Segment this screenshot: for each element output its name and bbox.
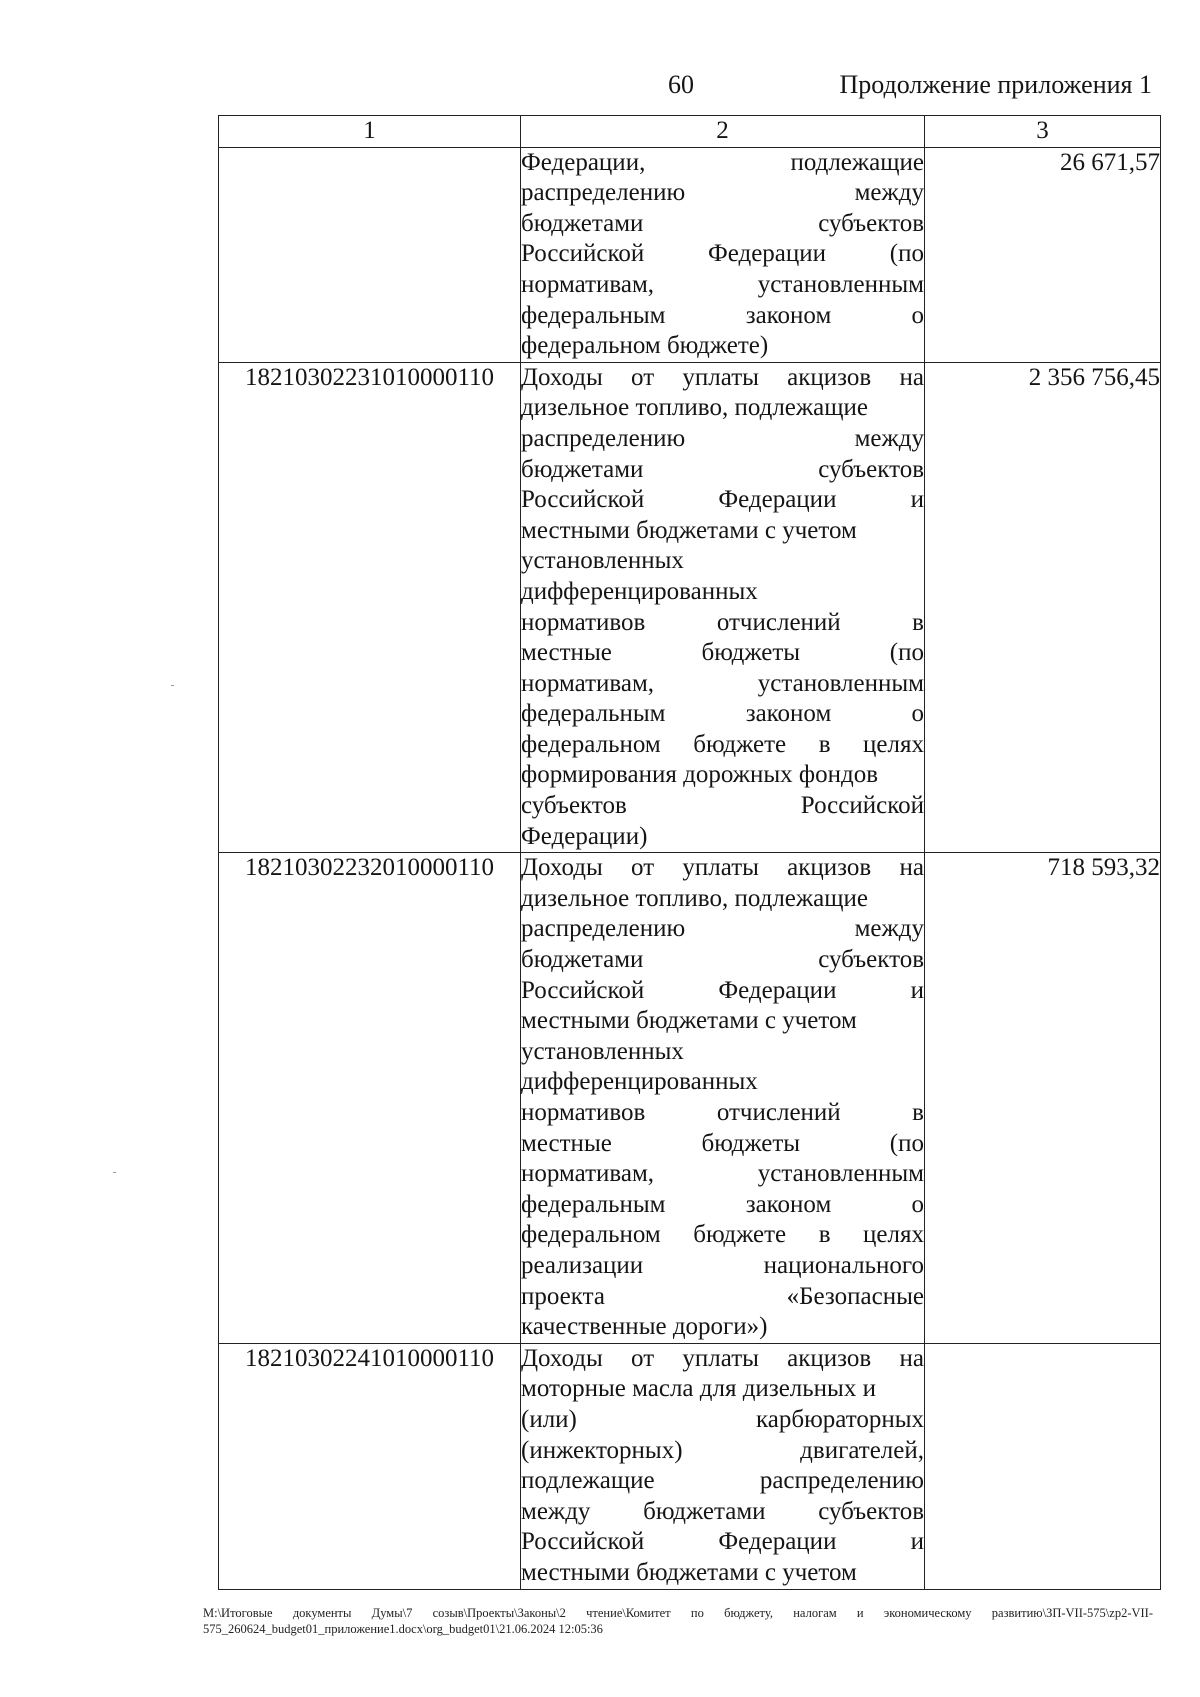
- description-word: нормативов: [521, 608, 646, 636]
- description-word: о: [911, 1190, 924, 1218]
- description-line: [521, 914, 924, 945]
- description-line: [521, 884, 924, 915]
- description-word: нормативам,: [521, 669, 655, 697]
- row-code-cell: 18210302232010000110: [219, 853, 521, 1344]
- description-word: местные: [521, 639, 612, 667]
- description-line: [521, 1466, 924, 1497]
- description-line: [521, 1251, 924, 1282]
- description-line: [521, 730, 924, 761]
- description-word: формирования дорожных фондов: [521, 761, 878, 789]
- description-word: акцизов: [787, 854, 872, 882]
- description-word: Федерации: [718, 976, 837, 1004]
- description-line: [521, 976, 924, 1007]
- description-word: установленных: [521, 1037, 684, 1065]
- description-line: [521, 1282, 924, 1313]
- description-word: и: [910, 1528, 924, 1556]
- description-word: акцизов: [787, 1344, 872, 1372]
- column-header-description: 2: [521, 116, 925, 148]
- row-amount-cell: 26 671,57: [925, 147, 1161, 362]
- description-word: о: [911, 301, 924, 329]
- description-word: Российской: [521, 976, 645, 1004]
- column-header-code: 1: [219, 116, 521, 148]
- description-word: бюджете: [693, 730, 787, 758]
- description-line: [521, 424, 924, 455]
- description-word: Российской: [800, 792, 924, 820]
- description-line: [521, 1067, 924, 1098]
- description-word: о: [911, 700, 924, 728]
- description-line: [521, 239, 924, 270]
- description-word: (по: [889, 1129, 924, 1157]
- description-line: [521, 1436, 924, 1467]
- description-word: между: [854, 915, 924, 943]
- description-word: Российской: [521, 1528, 645, 1556]
- description-word: двигателей,: [800, 1436, 924, 1464]
- description-line: [521, 853, 924, 884]
- row-amount-cell: 2 356 756,45: [925, 362, 1161, 853]
- description-word: в: [912, 1099, 924, 1126]
- description-line: [521, 638, 924, 669]
- description-word: отчислений: [716, 1099, 841, 1126]
- row-code-cell: 18210302231010000110: [219, 362, 521, 853]
- description-word: и: [910, 486, 924, 514]
- description-word: федеральным: [521, 301, 666, 329]
- row-description-cell: [521, 853, 925, 1344]
- description-word: акцизов: [787, 363, 872, 391]
- description-line: [521, 331, 924, 362]
- description-word: (по: [889, 240, 924, 268]
- description-line: [521, 822, 924, 853]
- description-line: [521, 455, 924, 486]
- description-word: установленных: [521, 547, 684, 575]
- description-word: Российской: [521, 486, 645, 514]
- row-description-cell: [521, 362, 925, 853]
- description-line: [521, 1220, 924, 1251]
- description-line: [521, 1098, 924, 1129]
- budget-income-table: [218, 115, 1161, 1590]
- description-word: субъектов: [818, 1497, 924, 1525]
- description-word: уплаты: [682, 1344, 759, 1372]
- description-word: бюджеты: [701, 1129, 801, 1157]
- description-line: [521, 363, 924, 394]
- description-word: дизельное топливо, подлежащие: [521, 394, 868, 422]
- description-word: на: [899, 854, 924, 882]
- description-word: между: [854, 424, 924, 452]
- description-line: [521, 485, 924, 516]
- description-word: Доходы: [521, 1344, 603, 1372]
- description-word: уплаты: [682, 854, 759, 882]
- description-word: бюджетами: [643, 1497, 766, 1525]
- description-line: [521, 760, 924, 791]
- description-word: законом: [745, 700, 832, 728]
- description-line: [521, 1527, 924, 1558]
- description-line: [521, 577, 924, 608]
- description-line: [521, 669, 924, 700]
- description-line: [521, 148, 924, 179]
- description-word: между: [854, 179, 924, 207]
- description-word: дифференцированных: [521, 577, 758, 605]
- description-word: отчислений: [716, 608, 841, 636]
- description-line: [521, 393, 924, 424]
- description-line: [521, 945, 924, 976]
- page-number: 60: [668, 70, 694, 99]
- description-line: [521, 1006, 924, 1037]
- row-description-cell: [521, 147, 925, 362]
- table-row: [219, 1343, 1161, 1589]
- description-word: установленным: [757, 669, 924, 697]
- description-word: Федерации,: [521, 148, 646, 176]
- description-word: Доходы: [521, 363, 603, 391]
- scan-speck: [113, 1172, 116, 1173]
- description-word: (или): [521, 1405, 577, 1433]
- description-word: между: [521, 1497, 591, 1525]
- description-line: [521, 270, 924, 301]
- description-word: распределению: [521, 179, 686, 207]
- description-word: субъектов: [818, 946, 924, 974]
- description-word: Доходы: [521, 854, 603, 882]
- description-word: дизельное топливо, подлежащие: [521, 884, 868, 912]
- description-word: федеральным: [521, 1190, 666, 1218]
- description-word: в: [818, 730, 831, 758]
- description-word: Федерации: [718, 1528, 837, 1556]
- description-line: [521, 516, 924, 547]
- description-word: целях: [863, 730, 924, 758]
- description-word: на: [899, 363, 924, 391]
- description-word: Российской: [521, 240, 645, 268]
- description-word: федеральном бюджете): [521, 332, 769, 360]
- description-word: (инжекторных): [521, 1436, 683, 1464]
- description-word: федеральном: [521, 730, 661, 758]
- description-line: [521, 178, 924, 209]
- description-word: нормативам,: [521, 1160, 655, 1188]
- description-line: [521, 1374, 924, 1405]
- description-line: [521, 699, 924, 730]
- description-word: дифференцированных: [521, 1068, 758, 1096]
- description-line: [521, 1190, 924, 1221]
- table-row: [219, 147, 1161, 362]
- description-word: карбюраторных: [756, 1405, 924, 1433]
- description-word: местными бюджетами с учетом: [521, 1558, 857, 1586]
- row-code-cell: [219, 147, 521, 362]
- description-word: местными бюджетами с учетом: [521, 1007, 857, 1035]
- description-word: целях: [863, 1221, 924, 1249]
- description-word: Федерации): [521, 822, 648, 850]
- description-word: качественные дороги»): [521, 1313, 768, 1341]
- description-word: бюджетами: [521, 455, 644, 483]
- description-word: от: [631, 363, 655, 391]
- column-header-amount: 3: [925, 116, 1161, 148]
- description-word: местными бюджетами с учетом: [521, 516, 857, 544]
- description-word: от: [631, 854, 655, 882]
- description-word: местные: [521, 1129, 612, 1157]
- description-line: [521, 1344, 924, 1375]
- description-line: [521, 1312, 924, 1343]
- row-description-cell: [521, 1343, 925, 1589]
- description-word: «Безопасные: [786, 1282, 924, 1310]
- description-word: в: [912, 608, 924, 636]
- description-word: реализации: [521, 1251, 644, 1279]
- description-word: бюджете: [693, 1221, 787, 1249]
- row-amount-cell: [925, 1343, 1161, 1589]
- description-word: установленным: [757, 1160, 924, 1188]
- table-row: [219, 853, 1161, 1344]
- description-line: [521, 546, 924, 577]
- description-word: бюджетами: [521, 209, 644, 237]
- description-word: законом: [745, 301, 832, 329]
- description-word: субъектов: [818, 209, 924, 237]
- description-word: Федерации: [718, 486, 837, 514]
- description-word: распределению: [521, 424, 686, 452]
- table-header-row: [219, 116, 1161, 148]
- description-line: [521, 1037, 924, 1068]
- description-word: и: [910, 976, 924, 1004]
- description-word: на: [899, 1344, 924, 1372]
- description-word: моторные масла для дизельных и: [521, 1375, 876, 1403]
- document-file-path: M:\Итоговые документы Думы\7 созыв\Проекты\Законы\2 чтение\Комитет по бюджету, налогам и экономическому развитию\ЗП-VII-575\zp2-VII-575_260624_budget01_приложение1.docx\org_budget01\21.06.2024 12:05:36: [203, 1606, 1153, 1636]
- description-word: в: [818, 1221, 831, 1249]
- description-line: [521, 1159, 924, 1190]
- description-word: нормативам,: [521, 270, 655, 298]
- description-word: уплаты: [682, 363, 759, 391]
- description-word: субъектов: [521, 792, 627, 820]
- description-word: бюджетами: [521, 946, 644, 974]
- description-word: (по: [889, 639, 924, 667]
- description-word: распределению: [759, 1467, 924, 1495]
- scan-speck: [171, 685, 174, 686]
- description-line: [521, 1129, 924, 1160]
- description-line: [521, 1558, 924, 1589]
- description-line: [521, 301, 924, 332]
- description-word: федеральным: [521, 700, 666, 728]
- description-word: подлежащие: [521, 1467, 655, 1495]
- description-word: субъектов: [818, 455, 924, 483]
- description-word: подлежащие: [790, 148, 924, 176]
- description-word: федеральном: [521, 1221, 661, 1249]
- description-word: Федерации: [707, 240, 827, 268]
- row-code-cell: 18210302241010000110: [219, 1343, 521, 1589]
- description-word: национального: [763, 1251, 924, 1279]
- appendix-continuation-note: Продолжение приложения 1: [839, 70, 1152, 99]
- description-word: распределению: [521, 915, 686, 943]
- description-word: законом: [745, 1190, 832, 1218]
- description-word: установленным: [757, 270, 924, 298]
- description-line: [521, 791, 924, 822]
- description-line: [521, 1405, 924, 1436]
- table-row: [219, 362, 1161, 853]
- description-line: [521, 1497, 924, 1528]
- description-word: бюджеты: [701, 639, 801, 667]
- description-line: [521, 608, 924, 639]
- row-amount-cell: 718 593,32: [925, 853, 1161, 1344]
- description-word: нормативов: [521, 1099, 646, 1126]
- description-word: от: [631, 1344, 655, 1372]
- description-word: проекта: [521, 1282, 605, 1310]
- description-line: [521, 209, 924, 240]
